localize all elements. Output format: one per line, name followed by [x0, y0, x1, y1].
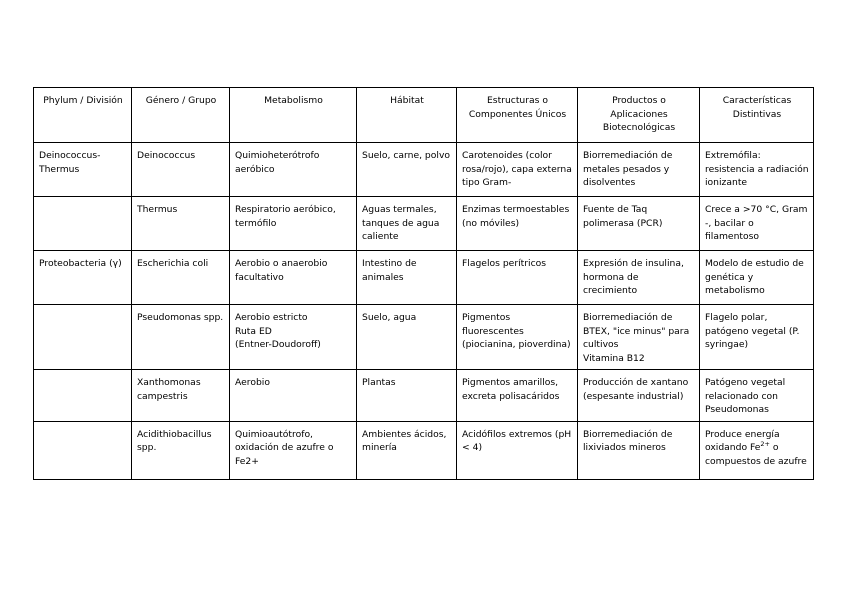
- table-row: [34, 197, 814, 251]
- cell-phylum: [34, 370, 132, 422]
- cell-productos: Biorremediación de BTEX, "ice minus" para cultivos Vitamina B12: [578, 305, 700, 370]
- cell-caracteristicas-post: o compuestos de azufre: [705, 442, 807, 467]
- cell-caracteristicas-pre: Produce energía oxidando Fe: [705, 428, 780, 453]
- cell-genero: Acidithiobacillus spp.: [132, 421, 230, 479]
- cell-genero: Escherichia coli: [132, 251, 230, 305]
- cell-genero: Xanthomonas campestris: [132, 370, 230, 422]
- cell-habitat: Ambientes ácidos, minería: [357, 421, 457, 479]
- cell-metabolismo: Quimioheterótrofo aeróbico: [230, 143, 357, 197]
- cell-estructuras: Enzimas termoestables (no móviles): [457, 197, 578, 251]
- header-estructuras: Estructuras o Componentes Únicos: [457, 88, 578, 143]
- cell-phylum: [34, 305, 132, 370]
- cell-productos: Biorremediación de metales pesados y disolventes: [578, 143, 700, 197]
- table-header-row: [34, 88, 814, 143]
- cell-caracteristicas: [700, 421, 814, 479]
- table-row: [34, 421, 814, 479]
- cell-genero: Thermus: [132, 197, 230, 251]
- cell-genero: Deinococcus: [132, 143, 230, 197]
- cell-phylum: Proteobacteria (γ): [34, 251, 132, 305]
- header-habitat: Hábitat: [357, 88, 457, 143]
- header-genero: Género / Grupo: [132, 88, 230, 143]
- cell-caracteristicas: Patógeno vegetal relacionado con Pseudomonas: [700, 370, 814, 422]
- table-row: [34, 370, 814, 422]
- cell-habitat: Intestino de animales: [357, 251, 457, 305]
- cell-metabolismo: Quimioautótrofo, oxidación de azufre o Fe2+: [230, 421, 357, 479]
- cell-caracteristicas: Crece a >70 °C, Gram -, bacilar o filamentoso: [700, 197, 814, 251]
- cell-habitat: Plantas: [357, 370, 457, 422]
- cell-productos: Expresión de insulina, hormona de crecimiento: [578, 251, 700, 305]
- header-phylum: Phylum / División: [34, 88, 132, 143]
- cell-metabolismo: Aerobio estricto Ruta ED (Entner-Doudoroff): [230, 305, 357, 370]
- cell-habitat: Aguas termales, tanques de agua caliente: [357, 197, 457, 251]
- header-caracteristicas: Características Distintivas: [700, 88, 814, 143]
- cell-genero: Pseudomonas spp.: [132, 305, 230, 370]
- cell-estructuras: Acidófilos extremos (pH < 4): [457, 421, 578, 479]
- table-row: [34, 305, 814, 370]
- cell-productos: Biorremediación de lixiviados mineros: [578, 421, 700, 479]
- bacteria-classification-table: [33, 87, 814, 480]
- cell-metabolismo: Aerobio o anaerobio facultativo: [230, 251, 357, 305]
- cell-habitat: Suelo, agua: [357, 305, 457, 370]
- cell-habitat: Suelo, carne, polvo: [357, 143, 457, 197]
- header-productos: Productos o Aplicaciones Biotecnológicas: [578, 88, 700, 143]
- cell-phylum: [34, 197, 132, 251]
- document-page: [33, 87, 814, 480]
- header-metabolismo: Metabolismo: [230, 88, 357, 143]
- cell-estructuras: Pigmentos fluorescentes (piocianina, pioverdina): [457, 305, 578, 370]
- cell-phylum: Deinococcus-Thermus: [34, 143, 132, 197]
- cell-estructuras: Flagelos perítricos: [457, 251, 578, 305]
- table-row: [34, 143, 814, 197]
- iron-charge-superscript: 2+: [760, 439, 771, 448]
- cell-estructuras: Carotenoides (color rosa/rojo), capa externa tipo Gram-: [457, 143, 578, 197]
- cell-phylum: [34, 421, 132, 479]
- cell-caracteristicas: Modelo de estudio de genética y metabolismo: [700, 251, 814, 305]
- cell-productos: Producción de xantano (espesante industrial): [578, 370, 700, 422]
- cell-caracteristicas: Flagelo polar, patógeno vegetal (P. syringae): [700, 305, 814, 370]
- cell-metabolismo: Aerobio: [230, 370, 357, 422]
- cell-estructuras: Pigmentos amarillos, excreta polisacáridos: [457, 370, 578, 422]
- cell-productos: Fuente de Taq polimerasa (PCR): [578, 197, 700, 251]
- cell-metabolismo: Respiratorio aeróbico, termófilo: [230, 197, 357, 251]
- table-row: [34, 251, 814, 305]
- cell-caracteristicas: Extremófila: resistencia a radiación ionizante: [700, 143, 814, 197]
